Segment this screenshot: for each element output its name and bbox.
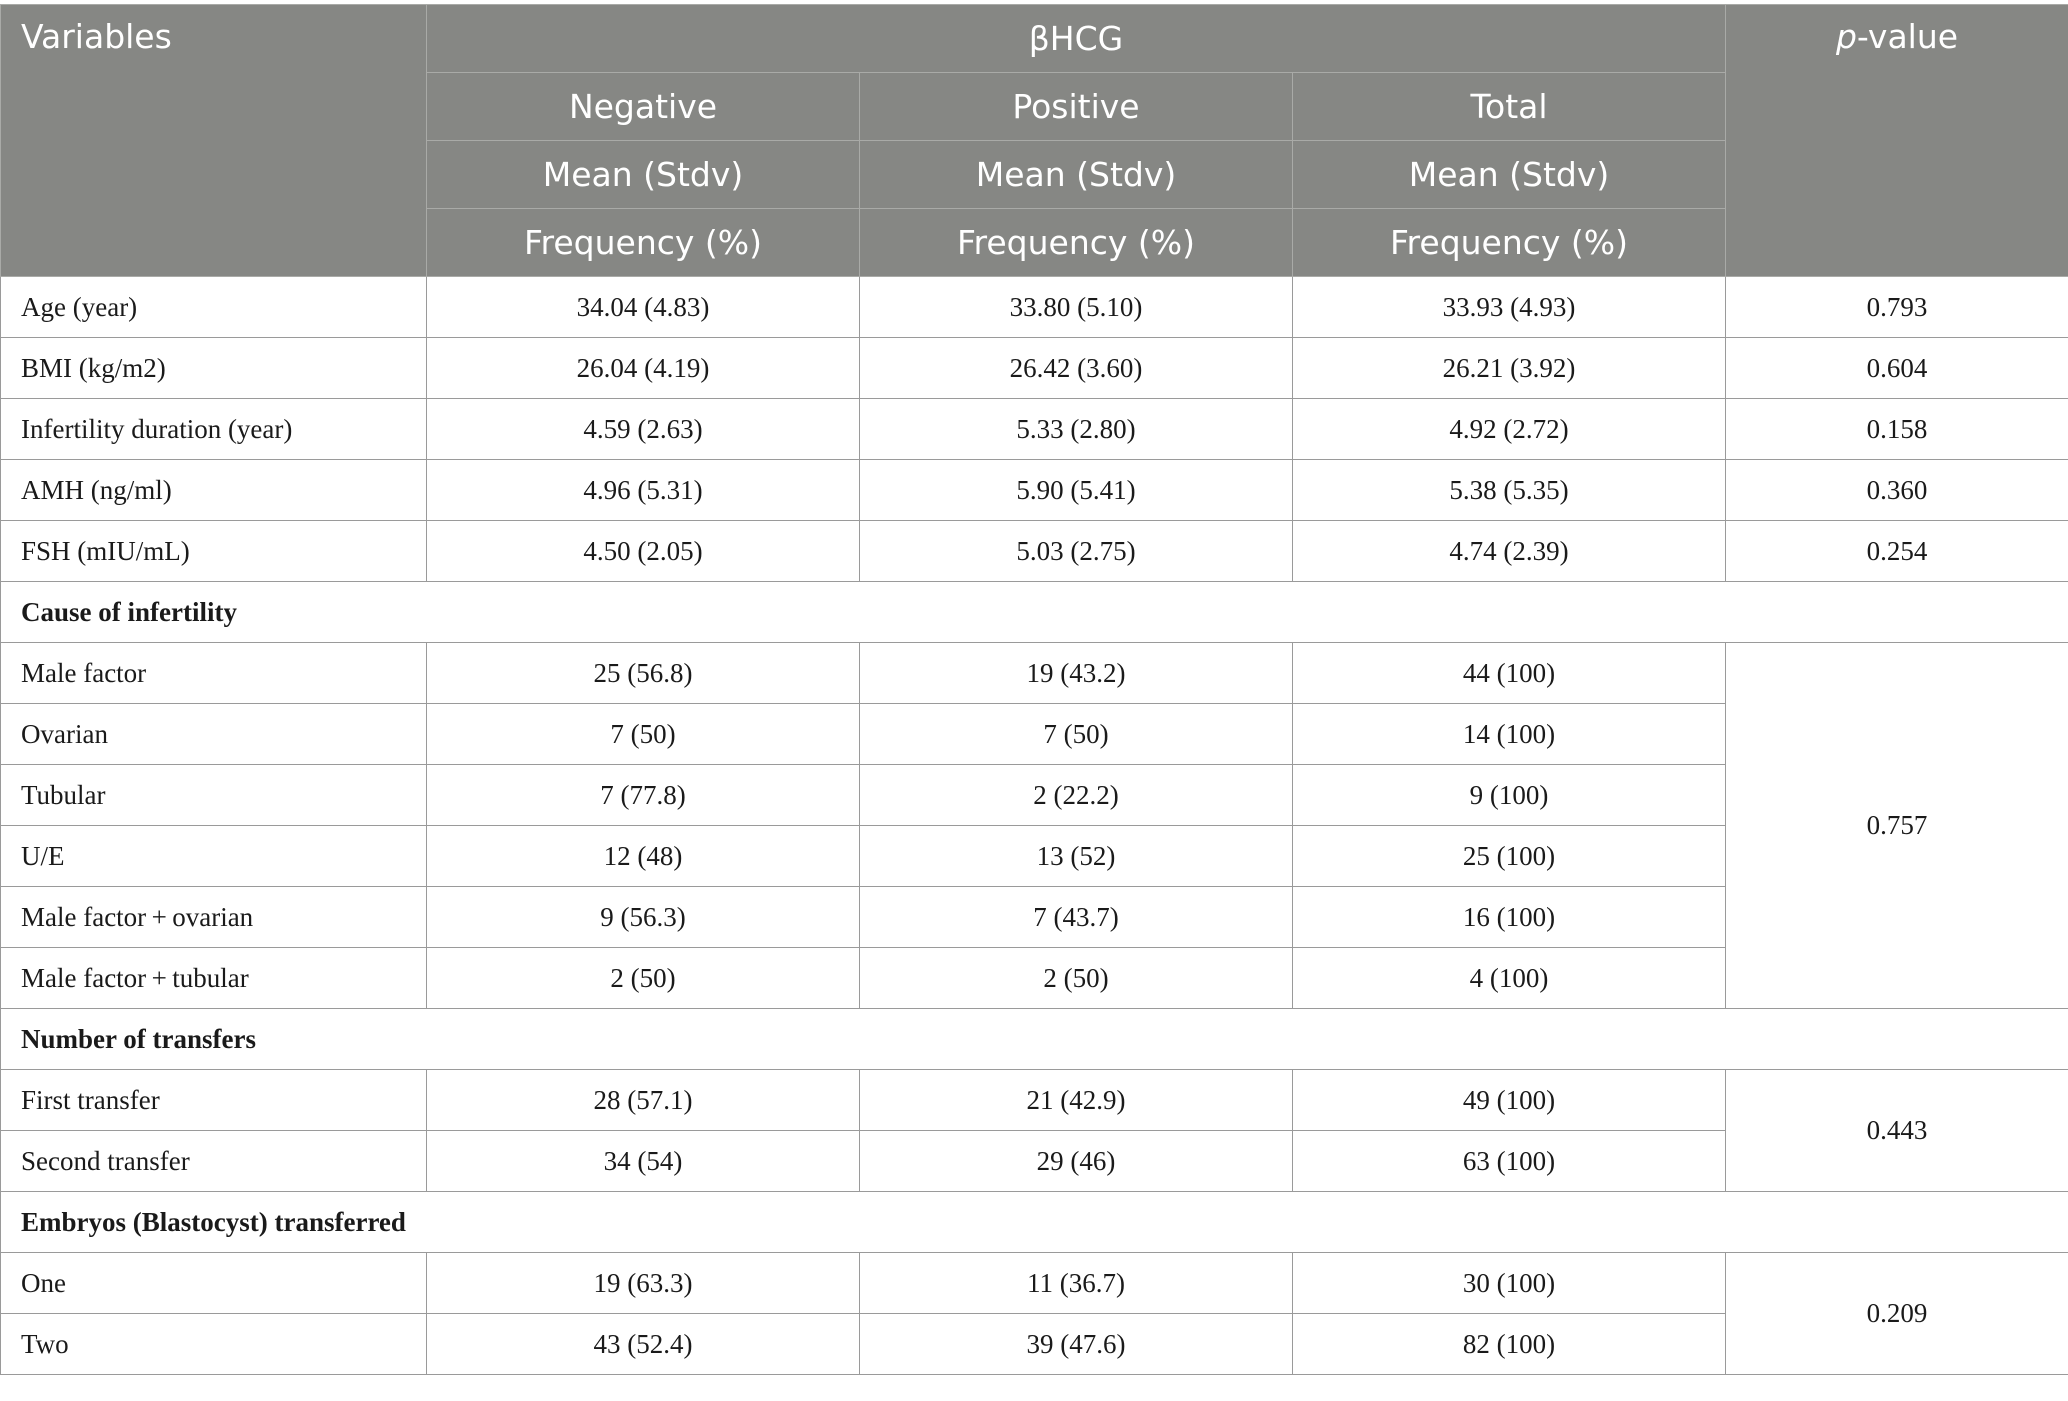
section-row [1,582,2068,643]
cell-negative: 4.50 (2.05) [427,521,860,582]
cell-positive: 11 (36.7) [860,1253,1293,1314]
section-title-embryos: Embryos (Blastocyst) transferred [1,1192,2068,1253]
section-title-cause: Cause of infertility [1,582,2068,643]
row-label: Second transfer [1,1131,427,1192]
cell-positive: 21 (42.9) [860,1070,1293,1131]
row-label: Tubular [1,765,427,826]
header-negative-mean: Mean (Stdv) [427,141,860,209]
cell-p-value: 0.604 [1726,338,2068,399]
header-positive-frequency: Frequency (%) [860,209,1293,277]
cell-positive: 2 (50) [860,948,1293,1009]
cell-total: 14 (100) [1293,704,1726,765]
row-label: BMI (kg/m2) [1,338,427,399]
row-label: U/E [1,826,427,887]
table-row [1,643,2068,704]
cell-positive: 5.03 (2.75) [860,521,1293,582]
cell-total: 4.74 (2.39) [1293,521,1726,582]
table-row [1,460,2068,521]
header-total: Total [1293,73,1726,141]
p-suffix: -value [1856,17,1959,56]
header-positive-mean: Mean (Stdv) [860,141,1293,209]
table-row [1,1253,2068,1314]
cell-negative: 25 (56.8) [427,643,860,704]
cell-negative: 12 (48) [427,826,860,887]
cell-p-value: 0.360 [1726,460,2068,521]
cell-total: 16 (100) [1293,887,1726,948]
header-bhcg: βHCG [427,5,1726,73]
header-total-mean: Mean (Stdv) [1293,141,1726,209]
cell-positive: 7 (43.7) [860,887,1293,948]
table-row [1,521,2068,582]
results-table [0,4,2068,1375]
cell-total: 49 (100) [1293,1070,1726,1131]
cell-total: 44 (100) [1293,643,1726,704]
row-label: Two [1,1314,427,1375]
table-header [1,5,2068,277]
row-label: First transfer [1,1070,427,1131]
cell-p-value-cause: 0.757 [1726,643,2068,1009]
p-letter: p [1835,17,1857,56]
row-label: Age (year) [1,277,427,338]
cell-positive: 29 (46) [860,1131,1293,1192]
row-label: Male factor + tubular [1,948,427,1009]
cell-negative: 9 (56.3) [427,887,860,948]
row-label: Male factor + ovarian [1,887,427,948]
cell-negative: 34.04 (4.83) [427,277,860,338]
cell-p-value: 0.158 [1726,399,2068,460]
cell-total: 82 (100) [1293,1314,1726,1375]
cell-positive: 26.42 (3.60) [860,338,1293,399]
header-total-frequency: Frequency (%) [1293,209,1726,277]
section-row [1,1192,2068,1253]
cell-negative: 7 (77.8) [427,765,860,826]
cell-negative: 34 (54) [427,1131,860,1192]
cell-total: 5.38 (5.35) [1293,460,1726,521]
cell-negative: 7 (50) [427,704,860,765]
table-row [1,399,2068,460]
cell-p-value-embryos: 0.209 [1726,1253,2068,1375]
row-label: Infertility duration (year) [1,399,427,460]
table-row [1,1070,2068,1131]
row-label: AMH (ng/ml) [1,460,427,521]
header-negative: Negative [427,73,860,141]
cell-negative: 4.96 (5.31) [427,460,860,521]
cell-positive: 13 (52) [860,826,1293,887]
header-p-value [1726,5,2068,277]
cell-total: 33.93 (4.93) [1293,277,1726,338]
header-variables: Variables [1,5,427,277]
cell-positive: 5.33 (2.80) [860,399,1293,460]
cell-negative: 43 (52.4) [427,1314,860,1375]
cell-negative: 28 (57.1) [427,1070,860,1131]
cell-positive: 7 (50) [860,704,1293,765]
cell-negative: 2 (50) [427,948,860,1009]
table-row [1,277,2068,338]
cell-total: 4 (100) [1293,948,1726,1009]
cell-total: 30 (100) [1293,1253,1726,1314]
cell-negative: 26.04 (4.19) [427,338,860,399]
cell-total: 25 (100) [1293,826,1726,887]
cell-negative: 4.59 (2.63) [427,399,860,460]
section-row [1,1009,2068,1070]
cell-positive: 39 (47.6) [860,1314,1293,1375]
cell-positive: 33.80 (5.10) [860,277,1293,338]
table-row [1,338,2068,399]
header-positive: Positive [860,73,1293,141]
cell-total: 26.21 (3.92) [1293,338,1726,399]
cell-positive: 19 (43.2) [860,643,1293,704]
cell-positive: 5.90 (5.41) [860,460,1293,521]
row-label: FSH (mIU/mL) [1,521,427,582]
cell-p-value: 0.793 [1726,277,2068,338]
cell-total: 9 (100) [1293,765,1726,826]
cell-p-value: 0.254 [1726,521,2068,582]
header-negative-frequency: Frequency (%) [427,209,860,277]
row-label: Ovarian [1,704,427,765]
row-label: One [1,1253,427,1314]
cell-positive: 2 (22.2) [860,765,1293,826]
row-label: Male factor [1,643,427,704]
table-body [1,277,2068,1375]
cell-negative: 19 (63.3) [427,1253,860,1314]
cell-total: 4.92 (2.72) [1293,399,1726,460]
cell-p-value-transfers: 0.443 [1726,1070,2068,1192]
cell-total: 63 (100) [1293,1131,1726,1192]
section-title-transfers: Number of transfers [1,1009,2068,1070]
